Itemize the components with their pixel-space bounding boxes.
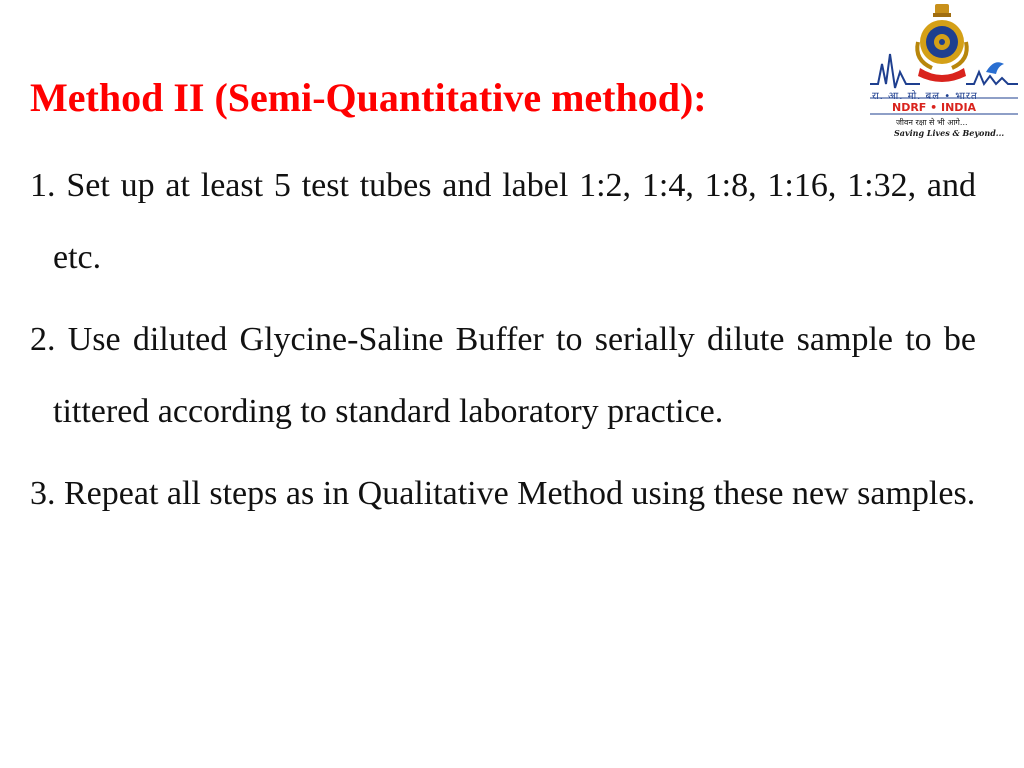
step-text: Set up at least 5 test tubes and label 1:2, 1:4, 1:8, 1:16, 1:32, and etc. <box>53 167 977 276</box>
logo-tagline: Saving Lives & Beyond... <box>894 128 1005 138</box>
slide-title: Method II (Semi-Quantitative method): <box>30 75 707 120</box>
step-item <box>30 458 976 530</box>
step-item <box>30 304 976 448</box>
logo-hindi-motto: जीवन रक्षा से भी आगे... <box>896 118 968 127</box>
logo-name: NDRF • INDIA <box>892 101 977 114</box>
step-item <box>30 150 976 294</box>
step-number: 3. <box>30 475 64 512</box>
ndrf-logo <box>862 2 1022 140</box>
step-number: 1. <box>30 167 67 204</box>
step-number: 2. <box>30 321 68 358</box>
step-text: Use diluted Glycine-Saline Buffer to serially dilute sample to be tittered according to standard laboratory practice. <box>53 321 976 430</box>
steps-list <box>30 150 976 540</box>
logo-hindi-line: रा. आ. मो. बल • भारत <box>872 91 978 102</box>
step-text: Repeat all steps as in Qualitative Method using these new samples. <box>64 475 976 512</box>
